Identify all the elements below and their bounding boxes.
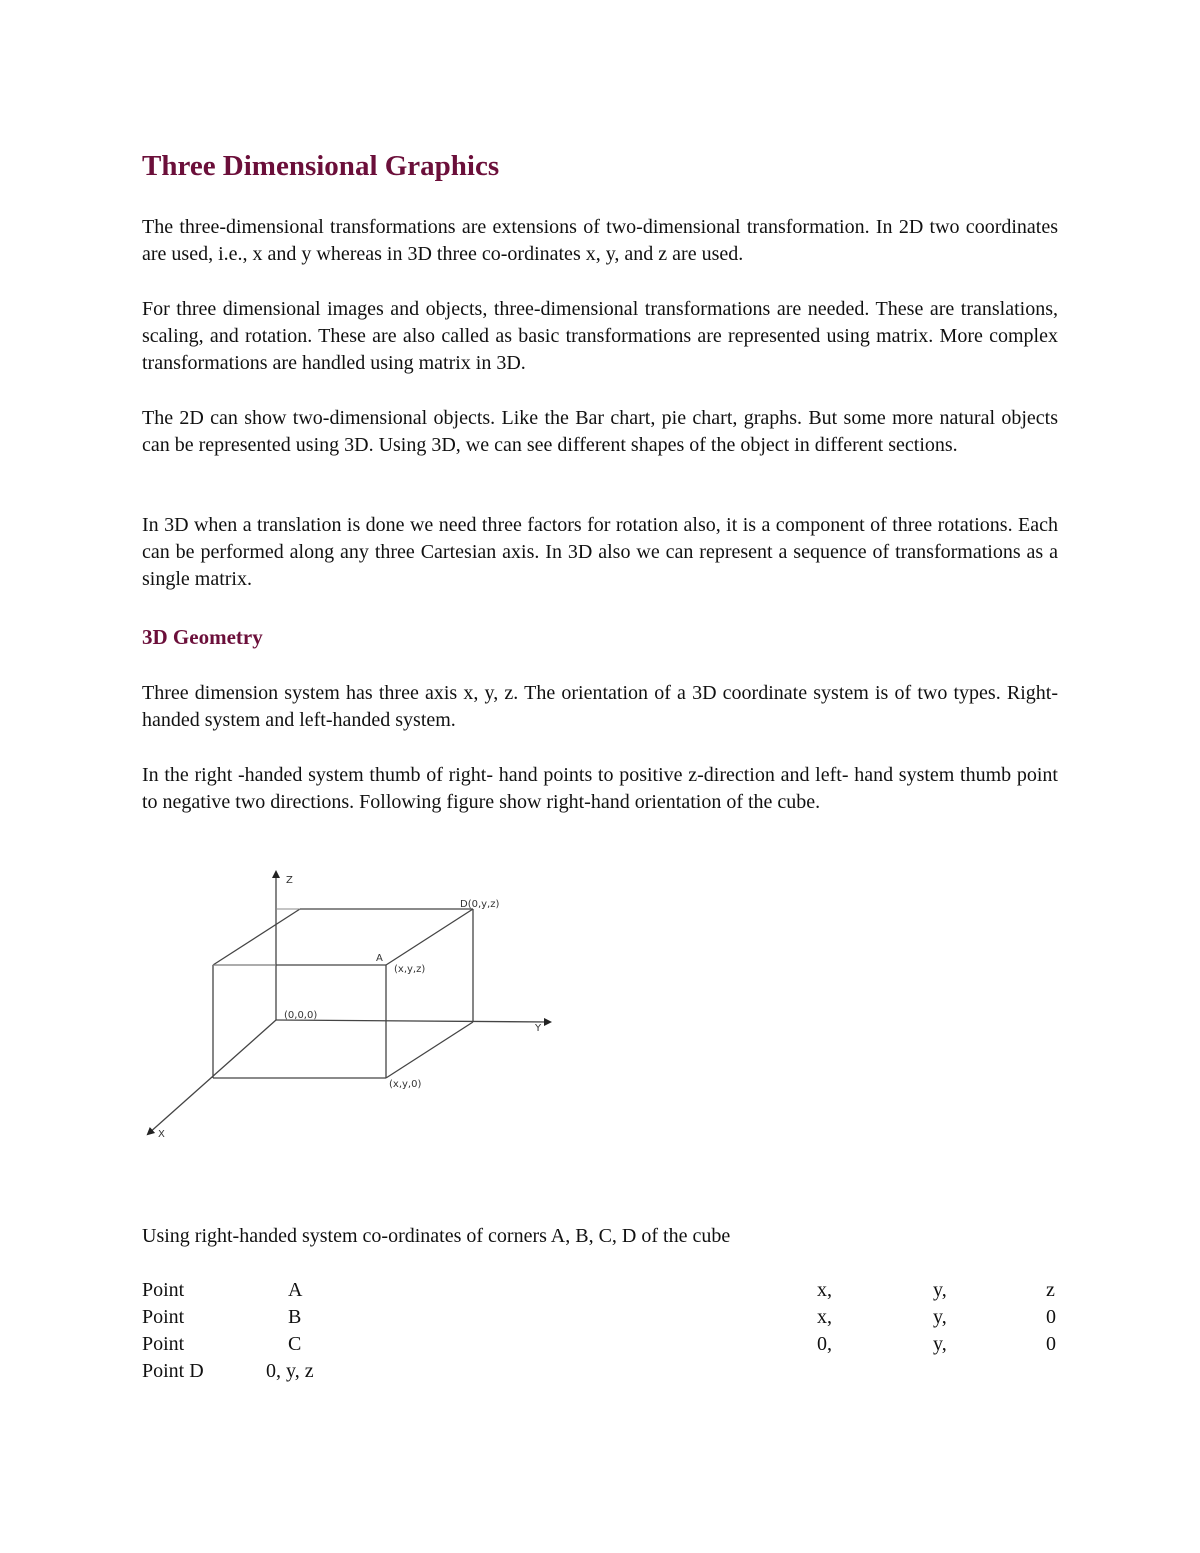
coordinates-caption: Using right-handed system co-ordinates of corners A, B, C, D of the cube bbox=[142, 1225, 731, 1247]
point-y: y, bbox=[933, 1279, 947, 1301]
point-row bbox=[0, 1331, 1200, 1358]
point-y: y, bbox=[933, 1306, 947, 1328]
point-row bbox=[0, 1304, 1200, 1331]
point-z: 0 bbox=[1046, 1306, 1056, 1328]
cube-edge bbox=[213, 909, 300, 965]
z-axis-label: Z bbox=[286, 875, 293, 886]
cube-figure bbox=[140, 860, 570, 1150]
point-x: x, bbox=[817, 1279, 832, 1301]
cube-edge bbox=[386, 909, 473, 965]
point-d-label: D(0,y,z) bbox=[460, 899, 500, 910]
paragraph-intro: The three-dimensional transformations are extensions of two-dimensional transformation. In 2D two coordinates are used, i.e., x and y whereas in 3D three co-ordinates x, y, and z are used. bbox=[142, 216, 1058, 265]
point-y: y, bbox=[933, 1333, 947, 1355]
y-axis-label: Y bbox=[535, 1023, 542, 1034]
origin-label: (0,0,0) bbox=[284, 1010, 318, 1021]
point-b-coords-label: (x,y,0) bbox=[389, 1079, 422, 1090]
point-label: Point bbox=[142, 1333, 185, 1355]
point-label: Point bbox=[142, 1279, 185, 1301]
point-z: 0 bbox=[1046, 1333, 1056, 1355]
paragraph-right-handed: In the right -handed system thumb of right- hand points to positive z-direction and left- hand system thumb point to negative two directions. Following figure show right-hand orientation of the cube. bbox=[142, 764, 1058, 813]
point-d-coords: 0, y, z bbox=[266, 1360, 314, 1382]
paragraph-transformations: For three dimensional images and objects, three-dimensional transformations are needed. These are translations, scaling, and rotation. These are also called as basic transformations are represented using matrix. More complex transformations are handled using matrix in 3D. bbox=[142, 298, 1058, 374]
paragraph-axis-systems: Three dimension system has three axis x, y, z. The orientation of a 3D coordinate system is of two types. Right-handed system and left-handed system. bbox=[142, 682, 1058, 731]
cube-edge bbox=[386, 1022, 473, 1078]
point-x: 0, bbox=[817, 1333, 832, 1355]
point-name: A bbox=[288, 1279, 303, 1301]
point-row-d bbox=[0, 1358, 1200, 1385]
section-heading-3d-geometry: 3D Geometry bbox=[142, 625, 263, 649]
point-z: z bbox=[1046, 1279, 1055, 1301]
point-label: Point bbox=[142, 1306, 185, 1328]
page-title: Three Dimensional Graphics bbox=[142, 150, 500, 182]
point-x: x, bbox=[817, 1306, 832, 1328]
point-name: C bbox=[288, 1333, 302, 1355]
point-a-coords-label: (x,y,z) bbox=[394, 964, 426, 975]
x-axis-line bbox=[148, 1020, 276, 1134]
point-a-label: A bbox=[376, 953, 383, 964]
point-name: B bbox=[288, 1306, 302, 1328]
cube-diagram bbox=[140, 860, 570, 1150]
point-row bbox=[0, 1277, 1200, 1304]
paragraph-2d-vs-3d: The 2D can show two-dimensional objects. Like the Bar chart, pie chart, graphs. But some more natural objects can be represented using 3D. Using 3D, we can see different shapes of the object in different sections. bbox=[142, 407, 1058, 456]
paragraph-rotation: In 3D when a translation is done we need three factors for rotation also, it is a component of three rotations. Each can be performed along any three Cartesian axis. In 3D also we can represent a sequence of transformations as a single matrix. bbox=[142, 514, 1058, 590]
point-d-row-label: Point D bbox=[142, 1360, 204, 1382]
x-axis-label: X bbox=[158, 1129, 165, 1140]
